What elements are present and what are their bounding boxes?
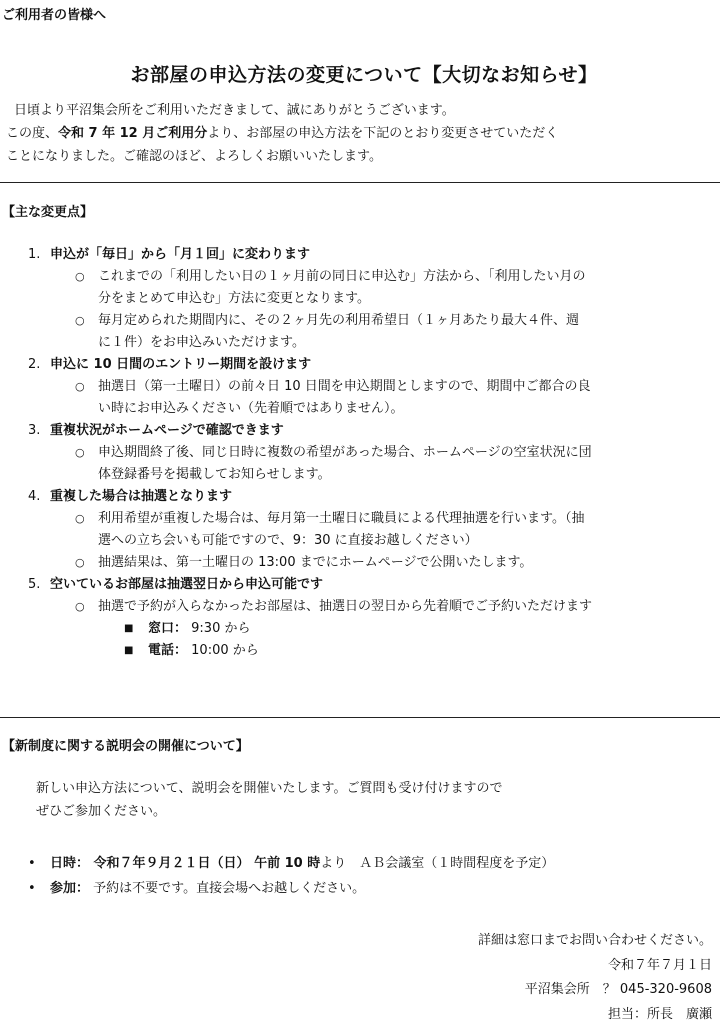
intro-text: この度、 (6, 126, 58, 141)
intro-text: より、お部屋の申込方法を下記のとおり変更させていただく (207, 126, 558, 141)
reception-value: 9:30 から (187, 621, 250, 636)
detail-line: 選への立ち会いも可能ですので、9：30 に直接お越しください） (98, 530, 720, 552)
reception-label: 窓口： (148, 621, 187, 636)
footer-date: 令和７年７月１日 (478, 954, 712, 979)
square-bullet-icon: ■ (124, 618, 133, 640)
session-details (0, 851, 720, 901)
detail-text: より ＡＢ会議室（１時間程度を予定） (320, 856, 554, 871)
circle-bullet-icon: ○ (75, 266, 85, 288)
change-title-text: 申込に 10 日間のエントリー期間を設けます (50, 357, 311, 372)
change-title (0, 420, 720, 442)
reception-label: 電話： (148, 643, 187, 658)
session-participation (0, 876, 720, 901)
footer-inquiry: 詳細は窓口までお問い合わせください。 (478, 929, 712, 954)
change-number: 3. (28, 420, 40, 442)
circle-bullet-icon: ○ (75, 376, 85, 398)
change-detail (0, 266, 720, 310)
info-heading: 【新制度に関する説明会の開催について】 (2, 735, 249, 754)
detail-line: 利用希望が重複した場合は、毎月第一土曜日に職員による代理抽選を行います。（抽 (98, 508, 720, 530)
square-bullet-icon: ■ (124, 640, 133, 662)
changes-list (0, 244, 720, 662)
change-detail (0, 508, 720, 552)
reception-value: 10:00 から (187, 643, 259, 658)
intro-line: 日頃より平沼集会所をご利用いただきまして、誠にありがとうございます。 (6, 99, 718, 122)
change-title (0, 486, 720, 508)
detail-line: に１件）をお申込みいただけます。 (98, 332, 720, 354)
detail-label: 日時： (50, 856, 89, 871)
addressee: ご利用者の皆様へ (2, 4, 106, 23)
circle-bullet-icon: ○ (75, 508, 85, 530)
footer-phone: 平沼集会所 ？ 045-320-9608 (478, 978, 712, 1003)
bullet-icon: • (28, 876, 36, 901)
section-divider (0, 717, 720, 718)
circle-bullet-icon: ○ (75, 442, 85, 464)
change-item (0, 244, 720, 354)
change-item (0, 354, 720, 420)
intro-line: ことになりました。ご確認のほど、よろしくお願いいたします。 (6, 145, 718, 168)
circle-bullet-icon: ○ (75, 552, 85, 574)
circle-bullet-icon: ○ (75, 596, 85, 618)
changes-heading: 【主な変更点】 (2, 201, 93, 220)
circle-bullet-icon: ○ (75, 310, 85, 332)
detail-line: 抽選で予約が入らなかったお部屋は、抽選日の翌日から先着順でご予約いただけます (98, 596, 720, 618)
change-title-text: 重複状況がホームページで確認できます (50, 423, 284, 438)
change-item (0, 420, 720, 486)
detail-line: い時にお申込みください（先着順ではありません）。 (98, 398, 720, 420)
change-item (0, 486, 720, 574)
detail-line: 申込期間終了後、同じ日時に複数の希望があった場合、ホームページの空室状況に団 (98, 442, 720, 464)
detail-line: 毎月定められた期間内に、その２ヶ月先の利用希望日（１ヶ月あたり最大４件、週 (98, 310, 720, 332)
info-line: 新しい申込方法について、説明会を開催いたします。ご質問も受け付けますので (36, 777, 676, 800)
change-detail (0, 310, 720, 354)
change-title-text: 重複した場合は抽選となります (50, 489, 232, 504)
change-number: 2. (28, 354, 40, 376)
detail-line: 体登録番号を掲載してお知らせします。 (98, 464, 720, 486)
reception-time (0, 640, 720, 662)
detail-line: 抽選日（第一土曜日）の前々日 10 日間を申込期間としますので、期間中ご都合の良 (98, 376, 720, 398)
change-title-text: 申込が「毎日」から「月１回」に変わります (50, 247, 310, 262)
bullet-icon: • (28, 851, 36, 876)
intro-emphasis: 令和 7 年 12 月ご利用分 (58, 126, 207, 141)
change-title (0, 574, 720, 596)
change-detail (0, 376, 720, 420)
change-detail (0, 596, 720, 618)
change-number: 4. (28, 486, 40, 508)
change-detail (0, 552, 720, 574)
reception-time (0, 618, 720, 640)
footer-contact (478, 929, 712, 1027)
detail-text: 予約は不要です。直接会場へお越しください。 (89, 881, 365, 896)
change-item (0, 574, 720, 662)
info-paragraph (36, 777, 676, 823)
info-line: ぜひご参加ください。 (36, 800, 676, 823)
detail-label: 参加： (50, 881, 89, 896)
change-title (0, 354, 720, 376)
change-number: 5. (28, 574, 40, 596)
intro-line (6, 122, 718, 145)
section-divider (0, 182, 720, 183)
change-number: 1. (28, 244, 40, 266)
datetime-value: 令和７年９月２１日（日） 午前 10 時 (89, 856, 320, 871)
detail-line: 分をまとめて申込む」方法に変更となります。 (98, 288, 720, 310)
change-title (0, 244, 720, 266)
detail-line: これまでの「利用したい日の１ヶ月前の同日に申込む」方法から、「利用したい月の (98, 266, 720, 288)
change-detail (0, 442, 720, 486)
intro-paragraph (6, 99, 718, 168)
page-title: お部屋の申込方法の変更について【大切なお知らせ】 (0, 60, 728, 87)
change-title-text: 空いているお部屋は抽選翌日から申込可能です (50, 577, 323, 592)
footer-person: 担当：所長 廣瀬 (478, 1003, 712, 1027)
session-datetime (0, 851, 720, 876)
detail-line: 抽選結果は、第一土曜日の 13:00 までにホームページで公開いたします。 (98, 552, 720, 574)
